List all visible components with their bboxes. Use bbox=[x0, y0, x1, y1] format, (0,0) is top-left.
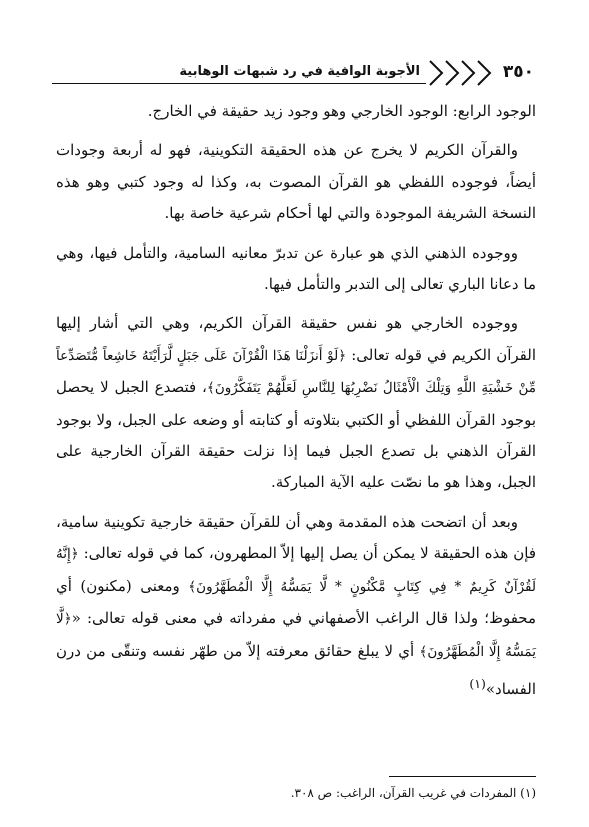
page-number: ٣٥٠ bbox=[502, 62, 534, 82]
footnote-rule bbox=[389, 776, 536, 777]
quran-verse: ﴿لَوْ أَنزَلْنَا هَذَا الْقُرْآنَ عَلَى جَبَلٍ لَّرَأَيْتَهُ خَاشِعاً مُّتَصَدِّعاً مِّنْ خَشْيَةِ اللَّهِ وَتِلْكَ الْأَمْثَالُ نَضْرِبُهَا لِلنَّاسِ لَعَلَّهُمْ يَتَفَكَّرُونَ﴾ bbox=[56, 347, 537, 397]
paragraph: الوجود الرابع: الوجود الخارجي وهو وجود زيد حقيقة في الخارج. bbox=[147, 102, 536, 120]
paragraph: ووجوده الذهني الذي هو عبارة عن تدبرّ معانيه السامية، والتأمل فيها، وهي ما دعانا الباري تعالى إلى التدبر والتأمل فيها. bbox=[56, 243, 536, 294]
paragraph-text: ووجوده الخارجي هو نفس حقيقة القرآن الكريم، وهي التي أشار إليها القرآن الكريم في قوله تعالى: bbox=[56, 314, 536, 364]
paragraph bbox=[56, 308, 536, 498]
quran-verse: ﴿لَّا يَمَسُّهُ إِلَّا الْمُطَهَّرُونَ﴾ bbox=[56, 611, 536, 660]
paragraph-text: وبعد أن اتضحت هذه المقدمة وهي أن للقرآن حقيقة خارجية تكوينية سامية، فإن هذه الحقيقة لا يمكن أن يصل إليها إلاّ المطهرون، كما في قوله تعالى: bbox=[56, 512, 536, 563]
quran-verse: ﴿إِنَّهُ لَقُرْآنٌ كَرِيمٌ * فِي كِتَابٍ مَّكْنُونٍ * لَّا يَمَسُّهُ إِلَّا الْمُطَهَّرُونَ﴾ bbox=[56, 546, 536, 595]
paragraph: والقرآن الكريم لا يخرج عن هذه الحقيقة التكوينية، فهو له أربعة وجودات أيضاً، فوجوده اللفظي هو القرآن المصوت به، وكذا له وجود كتبي وهو هذه النسخة الشريفة الموجودة والتي لها أحكام شرعية خاصة بها. bbox=[56, 141, 536, 223]
running-title: الأجوبة الوافية في رد شبهات الوهابية bbox=[179, 64, 420, 79]
footnote-ref[interactable]: (١) bbox=[469, 675, 486, 691]
paragraph-text: أي لا يبلغ حقائق معرفته إلاّ من طهّر نفسه وتنقّى من درن الفساد» bbox=[56, 641, 536, 698]
paragraph-text: ومعنى (مكنون) أي محفوظ؛ ولذا قال الراغب الأصفهاني في مفرداته في معنى قوله تعالى: « bbox=[56, 576, 536, 628]
page-header bbox=[52, 60, 538, 88]
page-body bbox=[56, 96, 536, 713]
footnote: (١) المفردات في غريب القرآن، الراغب: ص ٣٠٨. bbox=[290, 786, 536, 800]
paragraph-text: ، فتصدع الجبل لا يحصل بوجود القرآن اللفظي أو الكتبي بتلاوته أو كتابته أو وضعه على الجبل، ولا بوجود القرآن الذهني بل تصدع الجبل فيما إذا نزلت حقيقة القرآن الخارجية على الجبل، وهذا هو ما نصّت عليه الآية المباركة. bbox=[56, 378, 536, 492]
paragraph bbox=[56, 507, 536, 705]
chevron-ornament-icon bbox=[424, 60, 498, 86]
header-rule bbox=[52, 83, 426, 84]
